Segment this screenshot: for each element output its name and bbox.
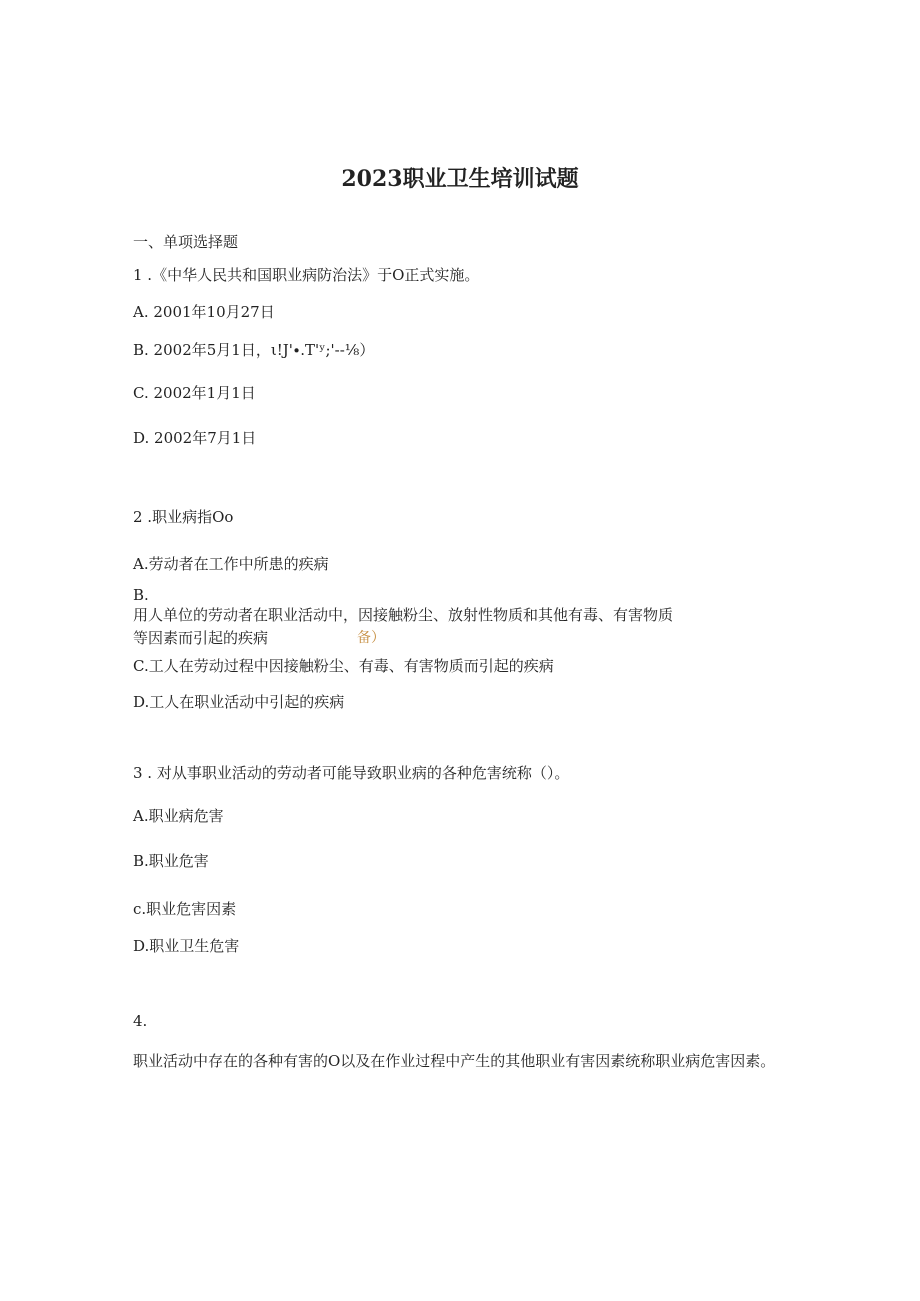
question-2-option-b-line-2: 等因素而引起的疾病 — [133, 629, 269, 647]
question-2-stem: 2 .职业病指Oo — [133, 508, 234, 526]
question-3-option-d: D.职业卫生危害 — [133, 937, 240, 955]
question-2-option-b-note: 备） — [357, 630, 385, 646]
question-1-option-b-note: ι!J'∙.T'ʸ;'--⅛） — [270, 341, 375, 359]
section-heading: 一、单项选择题 — [133, 233, 239, 251]
question-4-text: 职业活动中存在的各种有害的O以及在作业过程中产生的其他职业有害因素统称职业病危害因素。 — [133, 1052, 776, 1070]
question-1-option-c: C. 2002年1月1日 — [133, 384, 256, 402]
question-3-stem: 3 . 对从事职业活动的劳动者可能导致职业病的各种危害统称（）。 — [133, 764, 570, 782]
question-2-option-a: A.劳动者在工作中所患的疾病 — [133, 555, 329, 573]
question-1-stem: 1 .《中华人民共和国职业病防治法》于O正式实施。 — [133, 266, 480, 284]
question-2-option-b-label: B. — [133, 586, 149, 604]
question-2-option-c: C.工人在劳动过程中因接触粉尘、有毒、有害物质而引起的疾病 — [133, 657, 554, 675]
question-3-option-c: c.职业危害因素 — [133, 900, 237, 918]
question-4-number: 4. — [133, 1012, 148, 1030]
question-1-option-b — [133, 340, 374, 360]
page-title: 2023职业卫生培训试题 — [341, 166, 579, 192]
question-1-option-b-text: B. 2002年5月1日， — [133, 341, 271, 359]
question-3-option-a: A.职业病危害 — [133, 807, 224, 825]
question-2-option-d: D.工人在职业活动中引起的疾病 — [133, 693, 345, 711]
question-1-option-d: D. 2002年7月1日 — [133, 429, 257, 447]
question-1-option-a: A. 2001年10月27日 — [133, 303, 275, 321]
question-3-option-b: B.职业危害 — [133, 852, 209, 870]
question-2-option-b-line-1: 用人单位的劳动者在职业活动中，因接触粉尘、放射性物质和其他有毒、有害物质 — [133, 606, 674, 624]
